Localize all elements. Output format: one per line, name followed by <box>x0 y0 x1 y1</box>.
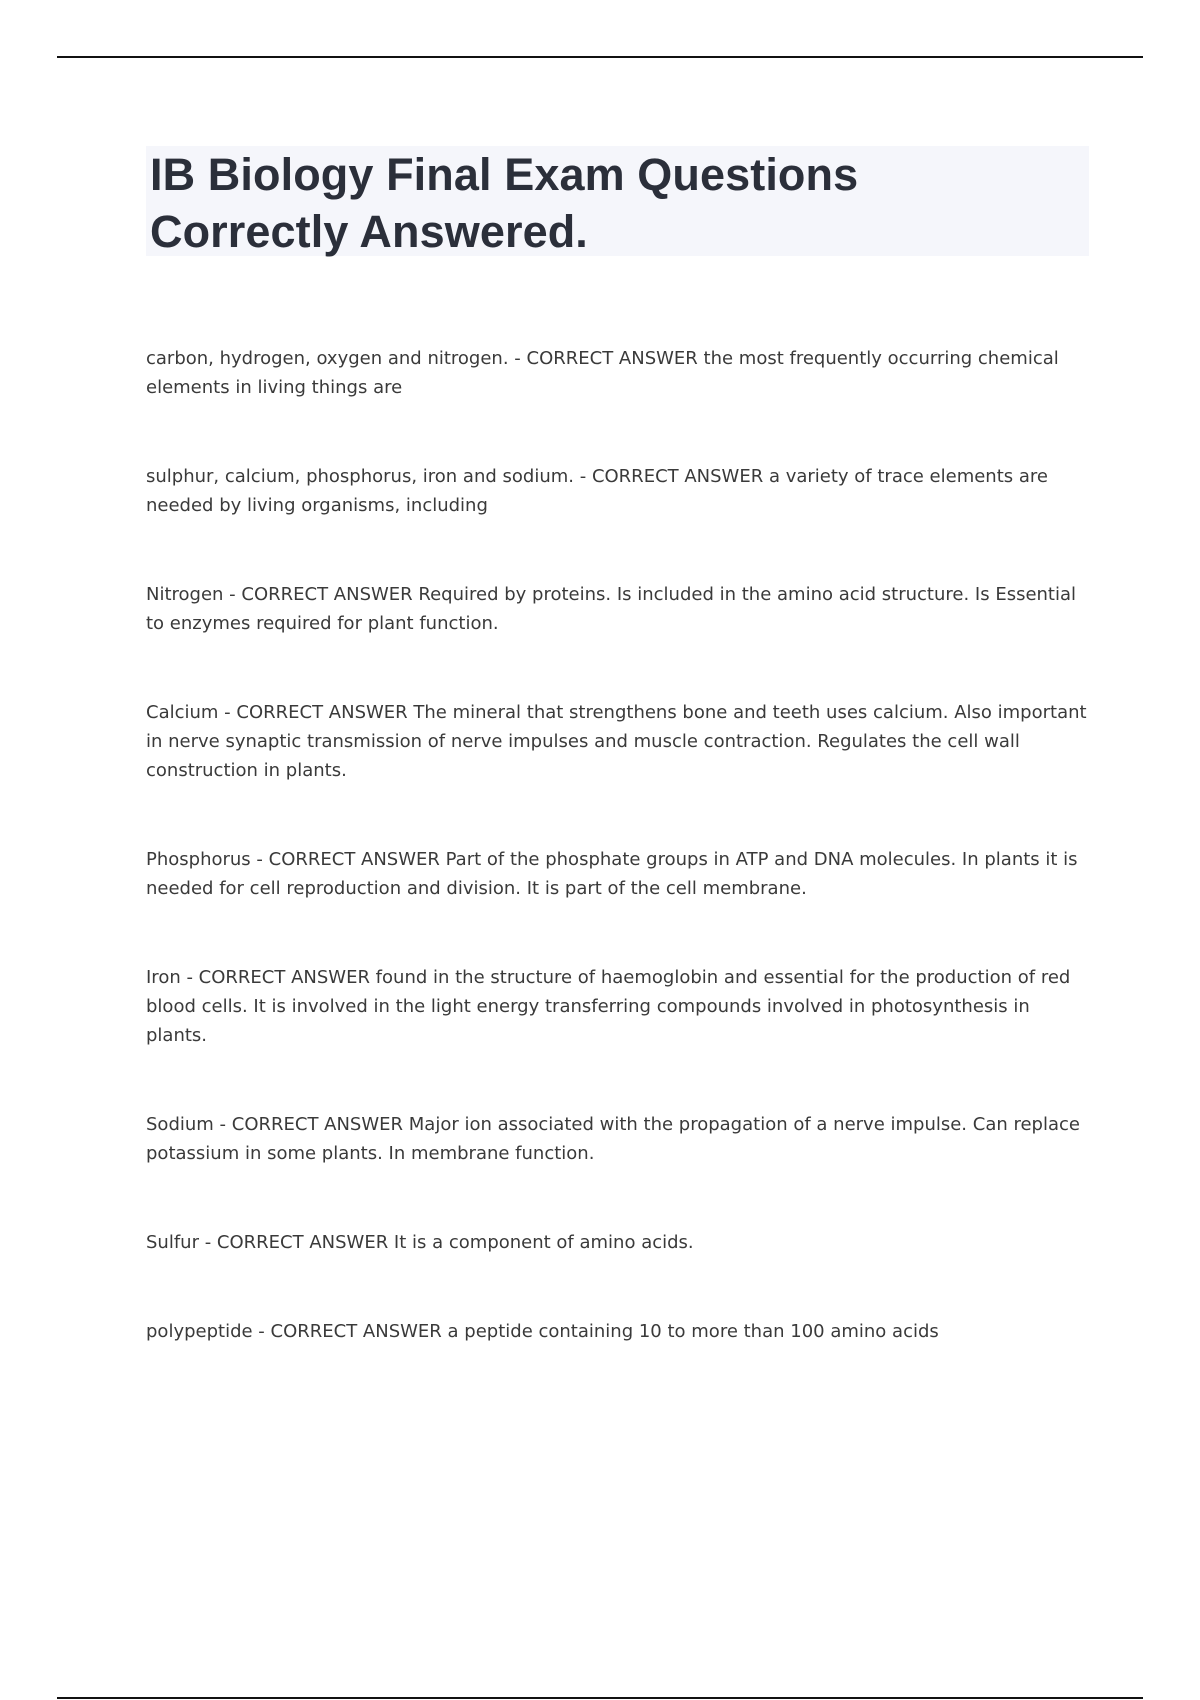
qa-item-sulfur: Sulfur - CORRECT ANSWER It is a component of amino acids. <box>146 1232 694 1253</box>
title-block <box>146 146 1089 256</box>
qa-item-phosphorus: Phosphorus - CORRECT ANSWER Part of the phosphate groups in ATP and DNA molecules. In plants it is needed for cell reproduction and division. It is part of the cell membrane. <box>146 849 1078 899</box>
qa-item-nitrogen: Nitrogen - CORRECT ANSWER Required by proteins. Is included in the amino acid structure. Is Essential to enzymes required for plant function. <box>146 584 1077 634</box>
bottom-rule <box>57 1697 1143 1699</box>
top-rule <box>57 56 1143 58</box>
title-line-1: IB Biology Final Exam Questions <box>150 149 859 200</box>
qa-list <box>146 344 1096 1406</box>
qa-item-carbon: carbon, hydrogen, oxygen and nitrogen. - CORRECT ANSWER the most frequently occurring chemical elements in living things are <box>146 348 1059 398</box>
document-title <box>150 146 1085 260</box>
qa-item-polypeptide: polypeptide - CORRECT ANSWER a peptide containing 10 to more than 100 amino acids <box>146 1321 939 1342</box>
qa-item-calcium: Calcium - CORRECT ANSWER The mineral that strengthens bone and teeth uses calcium. Also important in nerve synaptic transmission of nerve impulses and muscle contraction. Regulates the cell wall construction in plants. <box>146 702 1087 781</box>
title-line-2: Correctly Answered. <box>150 206 588 257</box>
qa-item-sodium: Sodium - CORRECT ANSWER Major ion associated with the propagation of a nerve impulse. Can replace potassium in some plants. In membrane function. <box>146 1114 1080 1164</box>
qa-item-iron: Iron - CORRECT ANSWER found in the structure of haemoglobin and essential for the production of red blood cells. It is involved in the light energy transferring compounds involved in photosynthesis in plants. <box>146 967 1071 1046</box>
qa-item-trace-elements: sulphur, calcium, phosphorus, iron and sodium. - CORRECT ANSWER a variety of trace elements are needed by living organisms, including <box>146 466 1048 516</box>
